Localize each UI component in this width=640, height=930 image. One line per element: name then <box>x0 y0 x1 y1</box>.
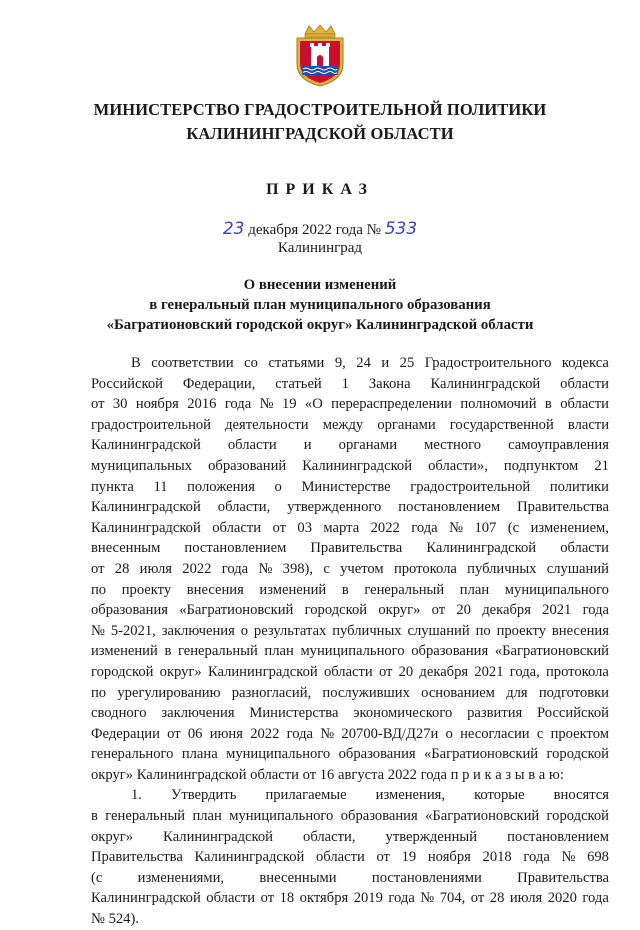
body-line: Калининградской области, утвержденного постановлением Правительства <box>91 499 609 516</box>
body-line: сводного заключения Министерства экономического развития Российской <box>91 705 609 722</box>
order-title: ПРИКАЗ <box>266 181 374 198</box>
body-line: (с изменениями, внесенными постановлениями Правительства <box>91 869 609 886</box>
subject-line3: «Багратионовский городской округ» Калининградской области <box>106 317 534 333</box>
body-line: по урегулированию разногласий, послуживших основанием для подготовки <box>91 684 609 701</box>
order-day: 23 <box>222 219 245 239</box>
body-line: № 5-2021, заключения о результатах публичных слушаний по проекту внесения <box>91 622 609 639</box>
body-line: муниципальных образований Калининградской области», подпунктом 21 <box>91 457 609 474</box>
order-body <box>91 353 609 930</box>
body-line: городской округ» Калининградской области от 20 декабря 2021 года, протокола <box>91 663 609 680</box>
body-line: по проекту внесения изменений в генеральный план муниципального <box>91 581 609 598</box>
body-line: от 30 ноября 2016 года № 19 «О перераспределении полномочий в области <box>91 396 609 413</box>
ministry-name <box>0 98 640 146</box>
body-line: генерального плана муниципального образования «Багратионовский городской <box>91 746 609 763</box>
body-line: изменений в генеральный план муниципального образования «Багратионовский <box>91 643 609 660</box>
order-date-text: декабря 2022 года № <box>248 222 381 238</box>
order-number: 533 <box>384 219 418 239</box>
body-line: Российской Федерации, статьей 1 Закона Калининградской области <box>91 375 609 392</box>
ministry-name-line1: МИНИСТЕРСТВО ГРАДОСТРОИТЕЛЬНОЙ ПОЛИТИКИ <box>93 100 547 119</box>
body-line: Калининградской области от 03 марта 2022 года № 107 (с изменением, <box>91 519 609 536</box>
subject-line2: в генеральный план муниципального образования <box>149 297 491 313</box>
body-line: Калининградской области от 18 октября 2019 года № 704, от 28 июля 2020 года <box>91 890 609 907</box>
body-line: образования «Багратионовский городской округ» от 20 декабря 2021 года <box>91 602 609 619</box>
order-dateline <box>0 219 640 240</box>
body-line: внесенным постановлением Правительства Калининградской области <box>91 540 609 557</box>
body-line: округ» Калининградской области, утвержденный постановлением <box>91 828 609 845</box>
body-line: Калининградской области и органами местного самоуправления <box>91 437 609 454</box>
subject-line1: О внесении изменений <box>243 277 397 293</box>
ministry-name-line2: КАЛИНИНГРАДСКОЙ ОБЛАСТИ <box>186 124 454 143</box>
body-line: пункта 11 положения о Министерстве градостроительной политики <box>91 478 609 495</box>
body-line: от 28 июля 2022 года № 398), с учетом протокола публичных слушаний <box>91 560 609 577</box>
body-line: градостроительной деятельности между органами государственной власти <box>91 416 609 433</box>
body-line: № 524). <box>91 911 139 928</box>
order-city: Калининград <box>277 240 363 256</box>
body-line: В соответствии со статьями 9, 24 и 25 Градостроительного кодекса <box>131 355 609 371</box>
body-line: в генеральный план муниципального образования «Багратионовский городской <box>91 808 609 825</box>
body-line: 1. Утвердить прилагаемые изменения, которые вносятся <box>131 787 609 804</box>
body-line: Правительства Калининградской области от 19 ноября 2018 года № 698 <box>91 849 609 866</box>
order-subject <box>0 275 640 335</box>
kaliningrad-coat-of-arms-icon <box>291 24 349 88</box>
body-line: округ» Калининградской области от 16 августа 2022 года п р и к а з ы в а ю: <box>91 766 564 783</box>
body-line: Федерации от 06 июня 2022 года № 20700-ВД/Д27и о несогласии с проектом <box>91 725 609 742</box>
